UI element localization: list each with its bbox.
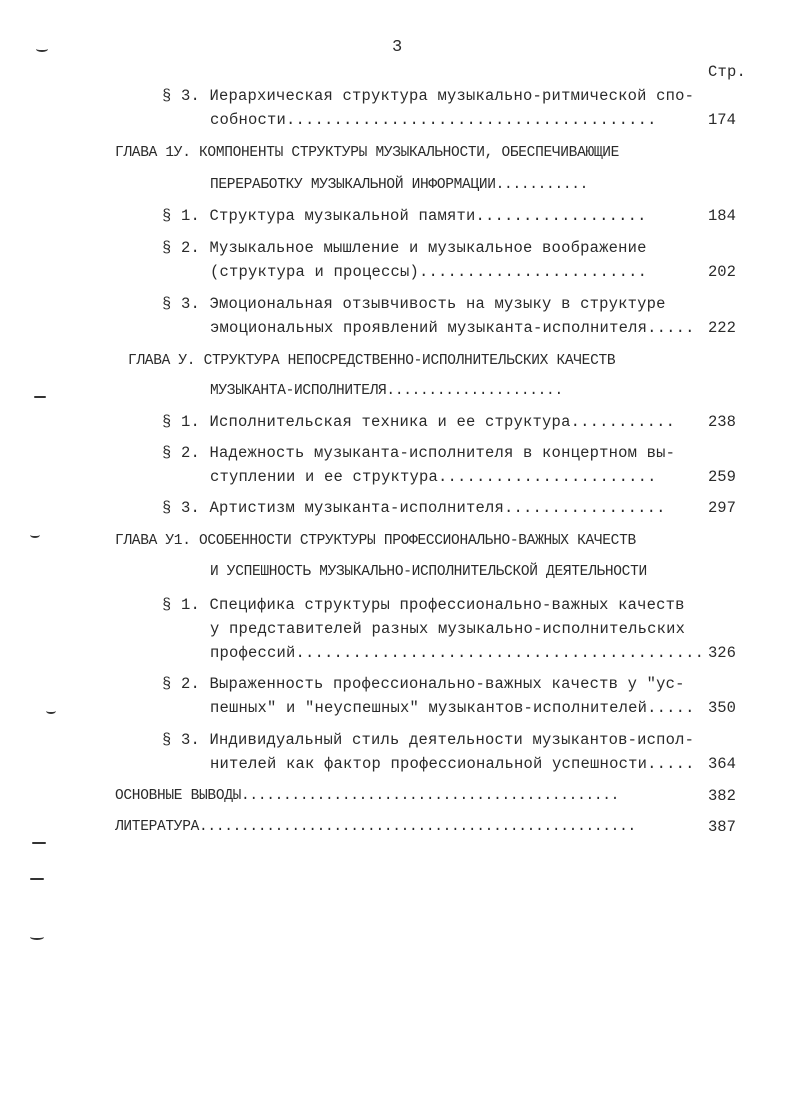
toc-page-number: 238 [708, 413, 736, 431]
chapter-heading: МУЗЫКАНТА-ИСПОЛНИТЕЛЯ..................... [210, 383, 563, 399]
toc-page-number: 184 [708, 207, 736, 225]
toc-entry-text: § 1. Структура музыкальной памяти.................. [162, 207, 647, 225]
toc-entry-text: § 2. Выраженность профессионально-важных качеств у "ус- [162, 675, 685, 693]
chapter-heading: ГЛАВА У. СТРУКТУРА НЕПОСРЕДСТВЕННО-ИСПОЛНИТЕЛЬСКИХ КАЧЕСТВ [128, 353, 616, 369]
section-heading: ОСНОВНЫЕ ВЫВОДЫ............................................. [115, 788, 620, 804]
toc-page-number: 222 [708, 319, 736, 337]
toc-page-number: 174 [708, 111, 736, 129]
pages-column-header: Стр. [708, 63, 747, 81]
scan-mark [30, 934, 44, 940]
toc-entry-text: § 3. Иерархическая структура музыкально-ритмической спо- [162, 87, 695, 105]
toc-entry-text: § 3. Индивидуальный стиль деятельности музыкантов-испол- [162, 731, 695, 749]
toc-entry-text: собности....................................... [210, 111, 657, 129]
toc-page-number: 364 [708, 755, 736, 773]
toc-page-number: 202 [708, 263, 736, 281]
toc-entry-text: § 3. Артистизм музыканта-исполнителя................. [162, 499, 666, 517]
toc-page-number: 259 [708, 468, 736, 486]
chapter-heading: И УСПЕШНОСТЬ МУЗЫКАЛЬНО-ИСПОЛНИТЕЛЬСКОЙ ДЕЯТЕЛЬНОСТИ [210, 564, 647, 580]
scan-mark [30, 878, 44, 880]
toc-entry-text: § 1. Специфика структуры профессионально-важных качеств [162, 596, 685, 614]
scan-mark [32, 842, 46, 844]
toc-page-number: 350 [708, 699, 736, 717]
toc-entry-text: § 2. Надежность музыканта-исполнителя в концертном вы- [162, 444, 676, 462]
page-number: 3 [392, 38, 403, 57]
scan-mark [36, 46, 48, 52]
chapter-heading: ГЛАВА 1У. КОМПОНЕНТЫ СТРУКТУРЫ МУЗЫКАЛЬНОСТИ, ОБЕСПЕЧИВАЮЩИЕ [115, 145, 620, 161]
toc-entry-text: ступлении и ее структура....................... [210, 468, 657, 486]
toc-page-number: 326 [708, 644, 736, 662]
chapter-heading: ГЛАВА У1. ОСОБЕННОСТИ СТРУКТУРЫ ПРОФЕССИОНАЛЬНО-ВАЖНЫХ КАЧЕСТВ [115, 533, 636, 549]
scan-mark [46, 708, 56, 714]
toc-entry-text: профессий........................................... [210, 644, 705, 662]
toc-entry-text: § 3. Эмоциональная отзывчивость на музыку в структуре [162, 295, 666, 313]
toc-entry-text: § 2. Музыкальное мышление и музыкальное воображение [162, 239, 647, 257]
toc-page-number: 387 [708, 818, 736, 836]
toc-entry-text: § 1. Исполнительская техника и ее структура........... [162, 413, 676, 431]
toc-entry-text: эмоциональных проявлений музыканта-исполнителя..... [210, 319, 695, 337]
scan-mark [30, 532, 40, 538]
toc-entry-text: (структура и процессы)........................ [210, 263, 648, 281]
toc-page-number: 297 [708, 499, 736, 517]
toc-entry-text: нителей как фактор профессиональной успешности..... [210, 755, 695, 773]
chapter-heading: ПЕРЕРАБОТКУ МУЗЫКАЛЬНОЙ ИНФОРМАЦИИ........... [210, 177, 589, 193]
toc-entry-text: у представителей разных музыкально-исполнительских [210, 620, 686, 638]
toc-page-number: 382 [708, 787, 736, 805]
scan-mark [34, 396, 46, 398]
toc-entry-text: пешных" и "неуспешных" музыкантов-исполнителей..... [210, 699, 695, 717]
section-heading: ЛИТЕРАТУРА.................................................... [115, 819, 636, 835]
